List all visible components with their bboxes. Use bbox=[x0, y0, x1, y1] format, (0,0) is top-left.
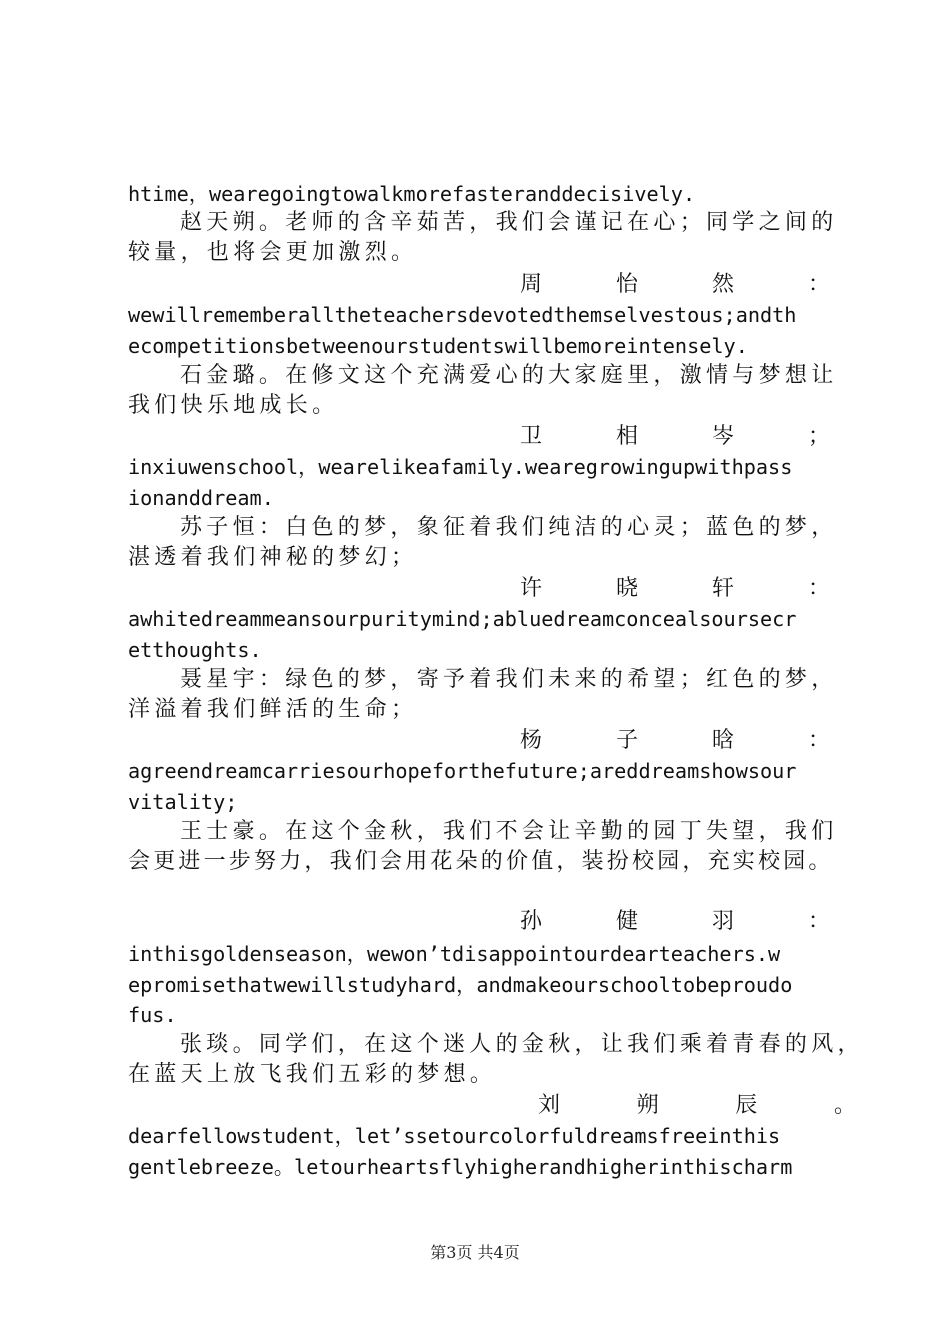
text-line: fus. bbox=[128, 1003, 177, 1027]
text-line: 在蓝天上放飞我们五彩的梦想。 bbox=[128, 1062, 497, 1087]
text-line: etthoughts. bbox=[128, 638, 262, 662]
text-line: 我们快乐地成长。 bbox=[128, 393, 339, 418]
text-line: htime，wearegoingtowalkmorefasteranddecisively. bbox=[128, 182, 696, 206]
speaker-name: 孙 健 羽 ： bbox=[520, 909, 830, 934]
text-line: 较量，也将会更加激烈。 bbox=[128, 240, 418, 265]
text-line: 聂星宇：绿色的梦，寄予着我们未来的希望；红色的梦， bbox=[180, 667, 838, 692]
text-line: 苏子恒：白色的梦，象征着我们纯洁的心灵；蓝色的梦， bbox=[180, 515, 838, 540]
speaker-name: 周 怡 然 ： bbox=[520, 272, 830, 297]
text-line: inxiuwenschool，wearelikeafamily.wearegrowingupwithpass bbox=[128, 455, 793, 479]
text-line: ecompetitionsbetweenourstudentswillbemoreintensely. bbox=[128, 334, 748, 358]
speaker-name: 许 晓 轩 ： bbox=[520, 576, 830, 601]
text-line: dearfellowstudent，let’ssetourcolorfuldreamsfreeinthis bbox=[128, 1124, 781, 1148]
page-footer: 第3页 共4页 bbox=[430, 1243, 520, 1262]
text-line: ionanddream. bbox=[128, 486, 274, 510]
speaker-name: 刘 朔 辰 。 bbox=[538, 1093, 856, 1118]
text-line: 赵天朔。老师的含辛茹苦，我们会谨记在心；同学之间的 bbox=[180, 210, 838, 235]
text-line: vitality; bbox=[128, 790, 238, 814]
text-line: epromisethatwewillstudyhard，andmakeourschooltobeproudo bbox=[128, 973, 793, 997]
text-line: agreendreamcarriesourhopeforthefuture;areddreamshowsour bbox=[128, 759, 797, 783]
text-line: 张琰。同学们，在这个迷人的金秋，让我们乘着青春的风， bbox=[180, 1032, 864, 1057]
speaker-name: 卫 相 岑 ； bbox=[520, 424, 830, 449]
text-line: 王士豪。在这个金秋，我们不会让辛勤的园丁失望，我们 bbox=[180, 819, 838, 844]
speaker-name: 杨 子 晗 ： bbox=[520, 728, 830, 753]
text-line: 会更进一步努力，我们会用花朵的价值，装扮校园，充实校园。 bbox=[128, 849, 834, 874]
text-line: wewillrememberalltheteachersdevotedthemselvestous;andth bbox=[128, 303, 797, 327]
text-line: gentlebreeze。letourheartsflyhigherandhigherinthischarm bbox=[128, 1155, 793, 1179]
text-line: 洋溢着我们鲜活的生命； bbox=[128, 697, 418, 722]
text-line: inthisgoldenseason，wewon’tdisappointourdearteachers.w bbox=[128, 942, 781, 966]
text-line: 湛透着我们神秘的梦幻； bbox=[128, 545, 418, 570]
text-line: 石金璐。在修文这个充满爱心的大家庭里，激情与梦想让 bbox=[180, 363, 838, 388]
text-line: awhitedreammeansourpuritymind;abluedreamconcealsoursecr bbox=[128, 607, 797, 631]
